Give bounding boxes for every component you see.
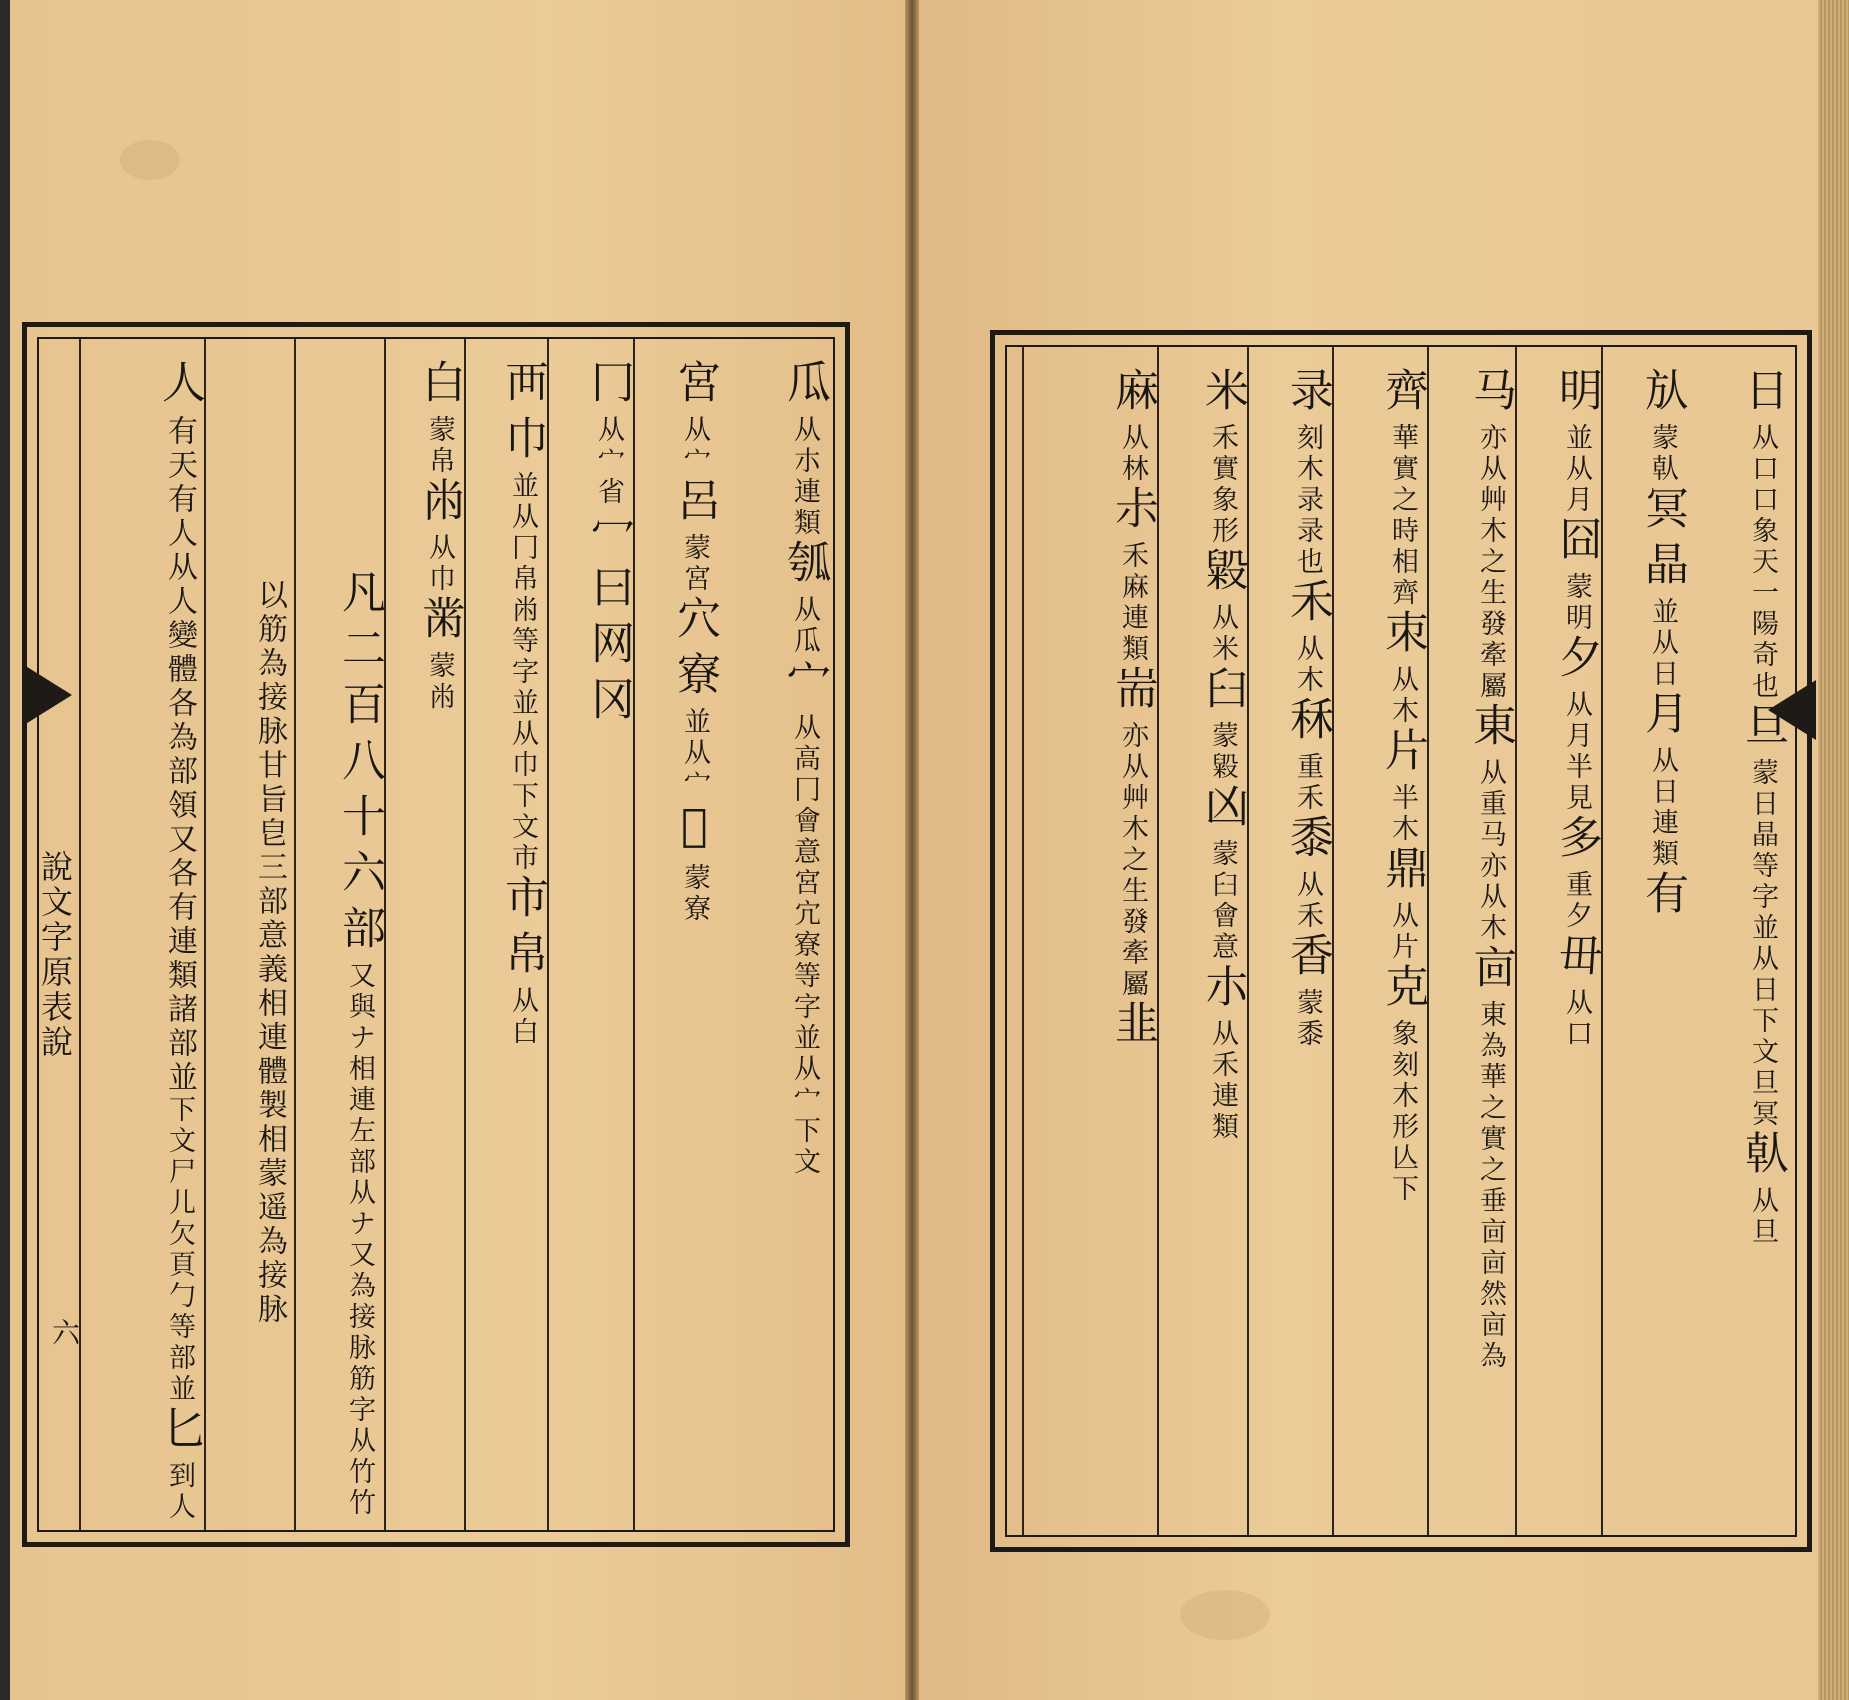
column-char: 㐭 <box>1465 944 1516 1000</box>
column-note: 象刻木形 <box>1387 1019 1418 1143</box>
column-note: 並从冂 <box>507 471 538 564</box>
column-note: 从米 <box>1207 603 1238 665</box>
column-note: 宮宂寮等字並从宀 <box>789 868 820 1116</box>
column-head-char: 冂 <box>583 359 634 415</box>
right-column-4 <box>1427 347 1515 1535</box>
column-note: 有天有人 <box>162 415 197 551</box>
column-note: 从片 <box>1387 901 1418 963</box>
column-char: 囧 <box>1551 516 1602 572</box>
column-note: 从宀省 <box>593 415 624 508</box>
column-note: 从白 <box>507 986 538 1048</box>
column-note: 重禾 <box>1292 752 1323 814</box>
column-char: 克 <box>1377 963 1428 1019</box>
column-char: 尗 <box>1107 485 1158 541</box>
column-note: 从日連類 <box>1647 746 1678 870</box>
column-head-char: 明 <box>1551 367 1602 423</box>
column-char: 凶 <box>1197 783 1248 839</box>
column-note: 蒙㡀 <box>424 651 455 713</box>
column-note: 从禾連類 <box>1207 1019 1238 1143</box>
book-gutter <box>905 0 919 1700</box>
paper-stain <box>120 140 180 180</box>
column-char: 倝 <box>1737 1130 1788 1186</box>
column-note: 到人 <box>164 1461 195 1523</box>
column-note: 並从月 <box>1561 423 1592 516</box>
fishtail-mark <box>1768 680 1816 740</box>
column-char: 冖 <box>583 508 634 564</box>
column-note: 从口 <box>1561 988 1592 1050</box>
right-column-1 <box>1687 347 1787 1535</box>
column-char: 有 <box>1637 870 1688 926</box>
column-char: 臼 <box>1197 665 1248 721</box>
right-column-2 <box>1601 347 1687 1535</box>
column-char: 冈 <box>583 676 634 732</box>
column-note: 又與ナ相連左部从ナ <box>344 961 375 1240</box>
column-note: 从人變體各為部領又各有連類諸部並 <box>162 551 197 1095</box>
column-head-char: 人 <box>154 359 205 415</box>
column-char: 寮 <box>669 651 720 707</box>
column-char: 多 <box>1551 814 1602 870</box>
right-column-8 <box>1022 347 1157 1535</box>
column-char: 韭 <box>1107 1000 1158 1056</box>
column-note: 蒙毇 <box>1207 721 1238 783</box>
column-head-char: 齊 <box>1377 367 1428 423</box>
column-char: 月 <box>1637 690 1688 746</box>
right-column-3 <box>1515 347 1601 1535</box>
column-note: 口象 <box>1747 485 1778 547</box>
column-note: 蒙宮 <box>679 533 710 595</box>
column-note: 禾麻連類 <box>1117 541 1148 665</box>
left-page-grid <box>37 337 835 1532</box>
column-head-char: 瓜 <box>779 359 830 415</box>
column-note: 蒙臼會意 <box>1207 839 1238 963</box>
column-char: 呂 <box>669 477 720 533</box>
column-note: 又為接脉筋字从竹竹 <box>344 1240 375 1519</box>
column-note: 下文 <box>789 1116 820 1178</box>
column-char: 朩 <box>1197 963 1248 1019</box>
column-note: 晶等字並从日 <box>1747 820 1778 1006</box>
left-column-1 <box>719 339 829 1530</box>
right-column-7 <box>1157 347 1247 1535</box>
column-note: 从月半見 <box>1561 690 1592 814</box>
column-head-char: 宮 <box>669 359 720 415</box>
right-column-5 <box>1332 347 1427 1535</box>
left-column-5 <box>384 339 464 1530</box>
column-note: 从高冂會意 <box>789 713 820 868</box>
column-note: 義相連體製相蒙遥為接脉 <box>252 953 287 1327</box>
column-note: 从口 <box>1747 423 1778 485</box>
column-note: 連類 <box>789 477 820 539</box>
column-char: 𥧂 <box>669 800 720 863</box>
column-note: 㐭為 <box>1475 1310 1506 1372</box>
column-note: 華實之時相齊 <box>1387 423 1418 609</box>
right-column-6 <box>1247 347 1332 1535</box>
column-note: 下文市 <box>507 781 538 874</box>
column-char: 旦 <box>1737 702 1788 758</box>
column-head-char: 录 <box>1282 367 1333 423</box>
column-char: 晶 <box>1637 541 1688 597</box>
column-char: 禾 <box>1282 578 1333 634</box>
column-char: 片 <box>1377 727 1428 783</box>
left-column-2 <box>633 339 719 1530</box>
right-page-frame <box>990 330 1812 1552</box>
left-column-8 <box>79 339 204 1530</box>
column-note: 亾下 <box>1387 1143 1418 1205</box>
column-head-char: 日 <box>1737 367 1788 423</box>
column-note: 下文尸儿欠頁勹等部並 <box>164 1095 195 1405</box>
column-head-char: 襾 <box>497 359 548 415</box>
column-note: 帛㡀等字並从巾 <box>507 564 538 781</box>
column-note: 禾實象形 <box>1207 423 1238 547</box>
column-note: 東為華之實之垂㐭㐭然 <box>1475 1000 1506 1310</box>
column-note: 从木 <box>1387 665 1418 727</box>
column-char: 瓠 <box>779 539 830 595</box>
column-char: 市 <box>497 874 548 930</box>
right-page-grid <box>1005 345 1797 1537</box>
column-note: 蒙倝 <box>1647 423 1678 485</box>
column-note: 重夕 <box>1561 870 1592 932</box>
column-note: 蒙日 <box>1747 758 1778 820</box>
column-note: 从林 <box>1117 423 1148 485</box>
column-note: 亦从艸木之生發牽屬 <box>1117 721 1148 1000</box>
column-char: 毇 <box>1197 547 1248 603</box>
column-note: 从宀 <box>679 415 710 477</box>
left-page-frame <box>22 322 850 1547</box>
page-edges <box>1818 0 1849 1700</box>
column-char: 㡀 <box>414 477 465 533</box>
column-note: 以筋為接脉甘旨皀三部意 <box>252 579 287 953</box>
column-note: 从巾 <box>424 533 455 595</box>
column-char: 穴 <box>669 595 720 651</box>
column-char: 鼎 <box>1377 845 1428 901</box>
column-note: 天一陽奇也 <box>1747 547 1778 702</box>
column-char: 帛 <box>497 930 548 986</box>
column-note: 蒙明 <box>1561 572 1592 634</box>
column-char: 東 <box>1465 702 1516 758</box>
column-char: 耑 <box>1107 665 1158 721</box>
column-note: 刻木录录也 <box>1292 423 1323 578</box>
column-note: 从朩 <box>789 415 820 477</box>
column-head-char: 麻 <box>1107 367 1158 423</box>
left-column-6 <box>294 339 384 1530</box>
column-head-char: 㫃 <box>1637 367 1688 423</box>
left-column-4 <box>464 339 547 1530</box>
column-note: 蒙黍 <box>1292 988 1323 1050</box>
column-char: 网 <box>583 620 634 676</box>
column-note: 蒙寮 <box>679 863 710 925</box>
column-char: 曰 <box>583 564 634 620</box>
column-char: 夕 <box>1551 634 1602 690</box>
spine-title: 說文字原表說 <box>36 850 74 1060</box>
fishtail-mark <box>24 665 72 725</box>
column-note: 並从宀 <box>679 707 710 800</box>
left-column-3 <box>547 339 633 1530</box>
column-char: 黍 <box>1282 814 1333 870</box>
column-char: 冥 <box>1637 485 1688 541</box>
column-char: 香 <box>1282 932 1333 988</box>
column-note: 从旦 <box>1747 1186 1778 1248</box>
column-head-char: 米 <box>1197 367 1248 423</box>
column-char: 朿 <box>1377 609 1428 665</box>
column-note: 並从日 <box>1647 597 1678 690</box>
summary-text: 凡二百八十六部 <box>334 569 385 961</box>
column-note: 亦从艸木之生發牽屬 <box>1475 423 1506 702</box>
folio-number: 六 <box>48 1318 81 1346</box>
left-column-7 <box>204 339 294 1530</box>
column-note: 从重马亦从木 <box>1475 758 1506 944</box>
column-head-char: 白 <box>414 359 465 415</box>
column-note: 从瓜 <box>789 595 820 657</box>
column-note: 下文旦冥 <box>1747 1006 1778 1130</box>
column-char: 毌 <box>1551 932 1602 988</box>
column-char: 巾 <box>497 415 548 471</box>
column-note: 蒙帛 <box>424 415 455 477</box>
column-char: 黹 <box>414 595 465 651</box>
column-note: 从禾 <box>1292 870 1323 932</box>
column-head-char: 马 <box>1465 367 1516 423</box>
column-note: 从木 <box>1292 634 1323 696</box>
paper-stain <box>1180 1590 1270 1640</box>
column-char: 秝 <box>1282 696 1333 752</box>
column-note: 半木 <box>1387 783 1418 845</box>
column-char: 匕 <box>154 1405 205 1461</box>
column-char: 宀 <box>779 657 830 713</box>
